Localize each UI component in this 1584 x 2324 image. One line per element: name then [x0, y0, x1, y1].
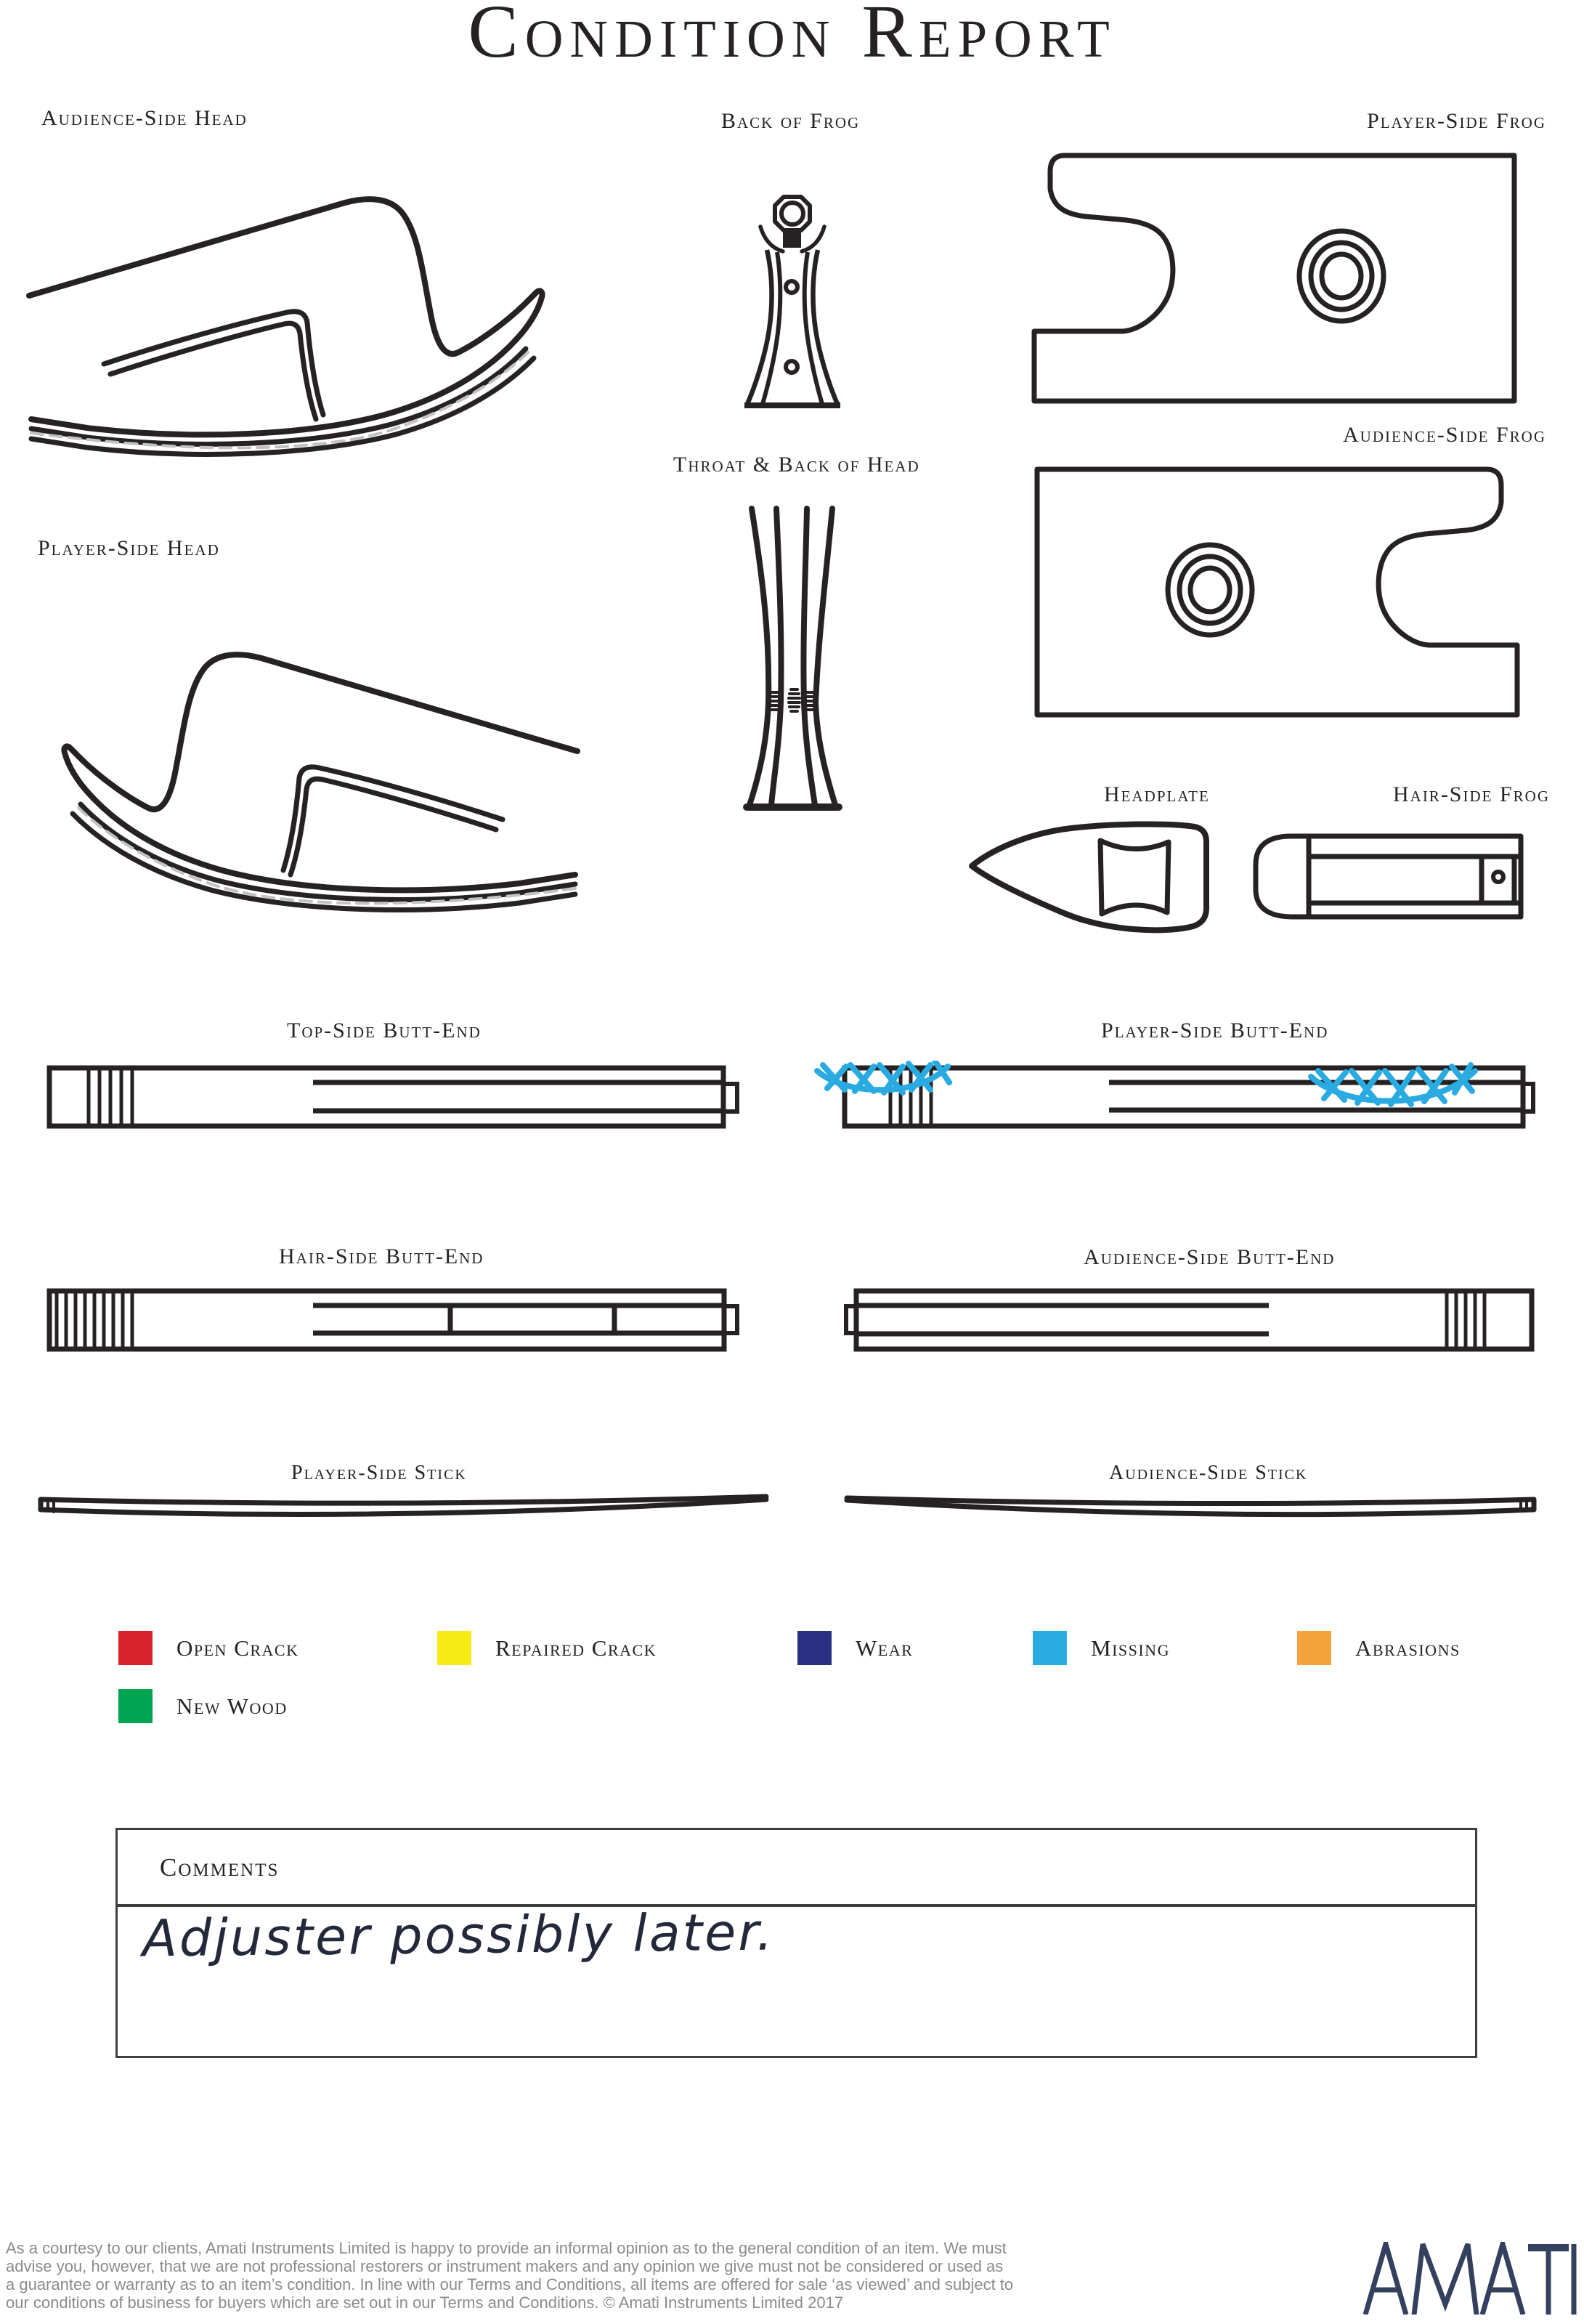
player-side-frog-drawing: [1031, 151, 1525, 407]
audience-side-butt-end-label: Audience-Side Butt-End: [1084, 1245, 1336, 1269]
player-side-stick-drawing: [29, 1489, 784, 1533]
missing-label: Missing: [1091, 1635, 1170, 1661]
hair-side-butt-end-label: Hair-Side Butt-End: [279, 1244, 484, 1268]
player-side-frog-label: Player-Side Frog: [1367, 109, 1546, 133]
headplate-label: Headplate: [1104, 782, 1210, 806]
hair-side-butt-end-drawing: [44, 1286, 748, 1355]
audience-side-frog-drawing: [1031, 465, 1525, 721]
audience-side-butt-end-drawing: [839, 1286, 1543, 1355]
audience-side-stick-drawing: [835, 1489, 1561, 1533]
back-of-frog-drawing: [741, 190, 850, 412]
legend-item-open-crack: [118, 1631, 299, 1665]
audience-side-head-drawing: [18, 171, 585, 469]
wear-swatch: [797, 1631, 832, 1665]
legend-item-wear: [797, 1631, 913, 1665]
top-side-butt-end-label: Top-Side Butt-End: [287, 1019, 482, 1042]
player-side-head-drawing: [18, 626, 592, 920]
wear-label: Wear: [856, 1635, 914, 1661]
top-side-butt-end-drawing: [44, 1062, 748, 1131]
back-of-frog-label: Back of Frog: [721, 109, 861, 133]
player-side-butt-end-drawing: [810, 1061, 1543, 1137]
comments-header: [118, 1830, 1475, 1907]
missing-mark-frog-end: [1311, 1065, 1475, 1104]
footer-line: advise you, however, that we are not professional restorers or instrument makers and any opinion we give must not be considered or used as: [6, 2257, 1004, 2275]
amati-logo: [1363, 2242, 1577, 2315]
new-wood-swatch: [118, 1689, 153, 1723]
comments-box: [115, 1828, 1477, 2058]
audience-side-head-label: Audience-Side Head: [41, 106, 248, 130]
legend-item-new-wood: [118, 1689, 288, 1723]
missing-swatch: [1033, 1631, 1067, 1665]
player-side-butt-end-label: Player-Side Butt-End: [1101, 1019, 1329, 1042]
page-title: Condition Report: [468, 0, 1116, 73]
audience-side-stick-label: Audience-Side Stick: [1109, 1462, 1308, 1484]
open-crack-label: Open Crack: [176, 1635, 299, 1661]
legend-item-abrasions: [1297, 1631, 1461, 1665]
player-side-head-label: Player-Side Head: [38, 536, 220, 560]
footer-line: a guarantee or warranty as to an item’s condition. In line with our Terms and Conditions, all items are offered for sale ‘as viewed’ and subject to: [6, 2275, 1014, 2293]
missing-mark-winding: [817, 1061, 949, 1093]
footer-disclaimer: [6, 2239, 1013, 2312]
hair-side-frog-label: Hair-Side Frog: [1392, 782, 1550, 806]
footer-line: As a courtesy to our clients, Amati Instruments Limited is happy to provide an informal opinion as to the general condition of an item. We must: [6, 2239, 1007, 2257]
legend-item-repaired-crack: [437, 1631, 657, 1665]
audience-side-frog-label: Audience-Side Frog: [1342, 423, 1546, 447]
repaired-crack-swatch: [437, 1631, 471, 1665]
player-side-stick-label: Player-Side Stick: [291, 1462, 467, 1484]
abrasions-label: Abrasions: [1355, 1635, 1461, 1661]
throat-back-of-head-label: Throat & Back of Head: [673, 453, 920, 477]
open-crack-swatch: [118, 1631, 153, 1665]
hair-side-frog-drawing: [1249, 828, 1529, 924]
handwritten-comment: Adjuster possibly later.: [142, 1902, 776, 1969]
abrasions-swatch: [1297, 1631, 1331, 1665]
new-wood-label: New Wood: [176, 1693, 288, 1719]
footer-line: our conditions of business for buyers which are set out in our Terms and Conditions. © Amati Instruments Limited 2017: [6, 2293, 844, 2312]
comments-label: Comments: [160, 1853, 280, 1882]
legend-item-missing: [1033, 1631, 1170, 1665]
throat-back-of-head-drawing: [737, 505, 948, 814]
headplate-drawing: [962, 817, 1217, 941]
repaired-crack-label: Repaired Crack: [495, 1635, 657, 1661]
